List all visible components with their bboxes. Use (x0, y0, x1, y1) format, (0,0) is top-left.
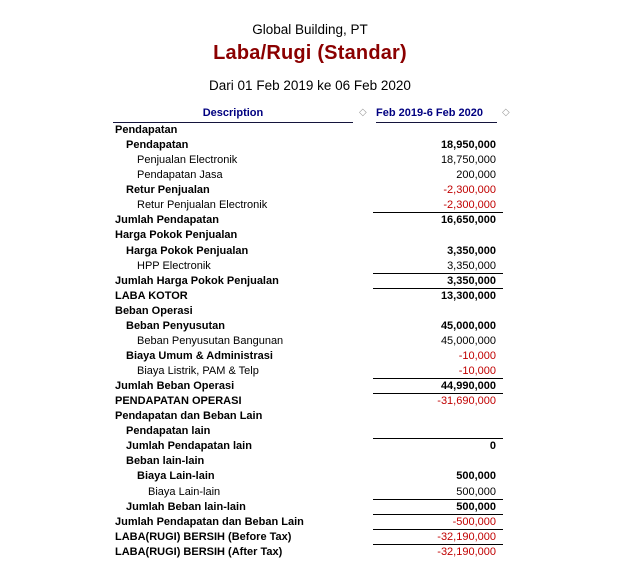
row-label: Harga Pokok Penjualan (126, 244, 249, 257)
table-row (0, 228, 638, 243)
table-row (0, 244, 638, 259)
row-value: 3,350,000 (373, 274, 503, 289)
table-row (0, 213, 638, 228)
table-row (0, 545, 638, 560)
table-row (0, 500, 638, 515)
company-name: Global Building, PT (252, 22, 368, 37)
row-label: LABA KOTOR (115, 289, 188, 302)
table-row (0, 515, 638, 530)
table-row (0, 259, 638, 274)
row-value: -10,000 (458, 349, 496, 362)
row-label: Pendapatan (126, 139, 189, 152)
row-label: Beban Operasi (115, 304, 193, 317)
table-row (0, 274, 638, 289)
table-row (0, 153, 638, 168)
table-row (0, 183, 638, 198)
row-label: Penjualan Electronik (137, 154, 238, 167)
row-label: Pendapatan (115, 124, 178, 136)
row-label: Harga Pokok Penjualan (115, 229, 238, 242)
row-label: Biaya Umum & Administrasi (126, 349, 273, 362)
row-value: 18,750,000 (440, 154, 496, 167)
row-value (373, 123, 503, 138)
row-value: -2,300,000 (443, 184, 496, 197)
row-value (373, 304, 503, 319)
row-value: -10,000 (373, 364, 503, 379)
table-row (0, 138, 638, 153)
row-value (373, 409, 503, 424)
row-label: PENDAPATAN OPERASI (115, 395, 242, 408)
row-value: 500,000 (456, 470, 496, 483)
table-row (0, 198, 638, 213)
row-value: 0 (489, 440, 496, 453)
table-row (0, 424, 638, 439)
row-value (373, 424, 503, 439)
column-header-description: Description (113, 105, 353, 123)
row-label: Pendapatan Jasa (137, 169, 223, 182)
row-label: Pendapatan dan Beban Lain (115, 410, 263, 423)
table-row (0, 439, 638, 454)
row-label: LABA(RUGI) BERSIH (After Tax) (115, 545, 283, 558)
row-value: 16,650,000 (440, 214, 496, 227)
table-row (0, 379, 638, 394)
table-row (0, 349, 638, 364)
row-label: Retur Penjualan Electronik (137, 199, 268, 212)
column-marker-icon[interactable]: ◇ (502, 107, 510, 118)
row-value: -32,190,000 (373, 530, 503, 545)
report-period: Dari 01 Feb 2019 ke 06 Feb 2020 (209, 78, 411, 93)
table-row (0, 469, 638, 484)
table-row (0, 304, 638, 319)
table-row (0, 123, 638, 138)
row-value: 18,950,000 (440, 139, 496, 152)
row-label: Biaya Lain-lain (137, 470, 215, 483)
row-value: 3,350,000 (447, 244, 496, 257)
table-row (0, 394, 638, 409)
table-row (0, 409, 638, 424)
table-row (0, 454, 638, 469)
table-row (0, 485, 638, 500)
table-row (0, 364, 638, 379)
row-value: 13,300,000 (440, 289, 496, 302)
row-label: Jumlah Harga Pokok Penjualan (115, 274, 279, 287)
row-value: 500,000 (373, 500, 503, 515)
row-value (373, 454, 503, 469)
row-label: Jumlah Pendapatan lain (126, 440, 252, 453)
row-value (373, 228, 503, 243)
row-value: -500,000 (373, 515, 503, 530)
row-label: Pendapatan lain (126, 425, 211, 438)
row-value: 200,000 (456, 169, 496, 182)
table-row (0, 334, 638, 349)
row-label: Jumlah Beban lain-lain (126, 500, 246, 513)
row-label: HPP Electronik (137, 259, 211, 272)
row-label: Biaya Lain-lain (148, 485, 221, 498)
table-row (0, 530, 638, 545)
row-value: 3,350,000 (373, 259, 503, 274)
row-value: -32,190,000 (437, 545, 496, 558)
report-rows (0, 123, 638, 560)
row-label: Jumlah Pendapatan (115, 214, 219, 227)
table-row (0, 289, 638, 304)
row-value: 45,000,000 (440, 319, 496, 332)
table-row (0, 168, 638, 183)
row-value: 45,000,000 (440, 334, 496, 347)
row-label: Beban lain-lain (126, 455, 205, 468)
row-value: 44,990,000 (373, 379, 503, 394)
column-header-period: Feb 2019-6 Feb 2020 (376, 105, 497, 123)
column-marker-icon[interactable]: ◇ (359, 107, 367, 118)
row-label: LABA(RUGI) BERSIH (Before Tax) (115, 530, 292, 543)
row-value: -31,690,000 (437, 395, 496, 408)
row-label: Jumlah Pendapatan dan Beban Lain (115, 515, 304, 528)
row-label: Beban Penyusutan (126, 319, 226, 332)
row-label: Jumlah Beban Operasi (115, 380, 235, 393)
row-label: Biaya Listrik, PAM & Telp (137, 365, 259, 377)
row-label: Retur Penjualan (126, 184, 210, 197)
table-row (0, 319, 638, 334)
row-value: 500,000 (373, 485, 503, 500)
report-title: Laba/Rugi (Standar) (213, 42, 407, 64)
row-label: Beban Penyusutan Bangunan (137, 334, 284, 347)
row-value: -2,300,000 (373, 198, 503, 213)
